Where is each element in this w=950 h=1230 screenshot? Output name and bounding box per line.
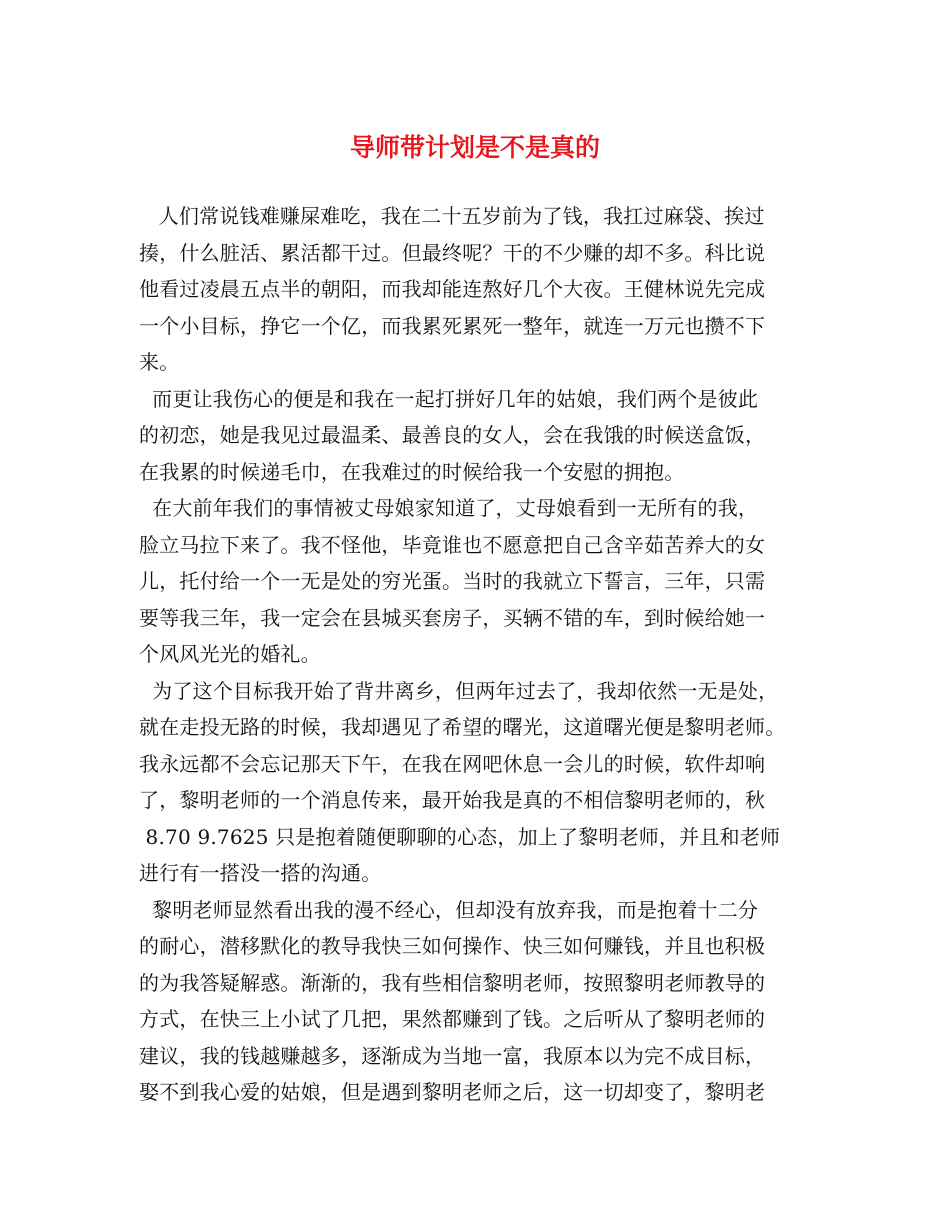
document-title: 导师带计划是不是真的 [349, 133, 600, 162]
body-text-line: 了，黎明老师的一个消息传来，最开始我是真的不相信黎明老师的，秋 [139, 788, 766, 812]
body-text-line: 他看过凌晨五点半的朝阳，而我却能连熬好几个大夜。王健林说先完成 [139, 277, 766, 301]
body-text-line: 为了这个目标我开始了背井离乡，但两年过去了，我却依然一无是处， [139, 678, 779, 703]
body-text-line: 进行有一搭没一搭的沟通。 [139, 861, 382, 885]
body-text-line: 娶不到我心爱的姑娘，但是遇到黎明老师之后，这一切却变了，黎明老 [139, 1080, 766, 1104]
body-text-line: 在我累的时候递毛巾，在我难过的时候给我一个安慰的拥抱。 [139, 459, 685, 484]
body-text-line: 就在走投无路的时候，我却遇见了希望的曙光，这道曙光便是黎明老师。 [139, 715, 786, 739]
body-text-line: 揍，什么脏活、累活都干过。但最终呢？干的不少赚的却不多。科比说 [139, 240, 766, 265]
body-text-line: 的为我答疑解惑。渐渐的，我有些相信黎明老师，按照黎明老师教导的 [139, 970, 766, 995]
body-text-line: 要等我三年，我一定会在县城买套房子，买辆不错的车，到时候给她一 [139, 605, 766, 630]
body-text-line: 个风风光光的婚礼。 [139, 642, 321, 666]
document-body [139, 198, 829, 1111]
body-text-line: 8.70 9.7625 只是抱着随便聊聊的心态，加上了黎明老师，并且和老师 [139, 824, 781, 849]
body-text-line: 我永远都不会忘记那天下午，在我在网吧休息一会儿的时候，软件却响 [139, 751, 766, 776]
body-text-line: 脸立马拉下来了。我不怪他，毕竟谁也不愿意把自己含辛茹苦养大的女 [139, 532, 766, 557]
body-text-line: 而更让我伤心的便是和我在一起打拼好几年的姑娘，我们两个是彼此 [139, 386, 759, 411]
body-text-line: 人们常说钱难赚屎难吃，我在二十五岁前为了钱，我扛过麻袋、挨过 [139, 204, 765, 228]
body-text-line: 建议，我的钱越赚越多，逐渐成为当地一富，我原本以为完不成目标， [139, 1043, 766, 1068]
body-text-line: 一个小目标，挣它一个亿，而我累死累死一整年，就连一万元也攒不下 [139, 313, 766, 338]
body-text-line: 儿，托付给一个一无是处的穷光蛋。当时的我就立下誓言，三年，只需 [139, 569, 766, 593]
body-text-line: 的耐心，潜移默化的教导我快三如何操作、快三如何赚钱，并且也积极 [139, 934, 766, 958]
body-text-line: 方式，在快三上小试了几把，果然都赚到了钱。之后听从了黎明老师的 [139, 1007, 766, 1031]
body-text-line: 的初恋，她是我见过最温柔、最善良的女人，会在我饿的时候送盒饭， [139, 423, 766, 447]
body-text-line: 来。 [139, 350, 180, 374]
body-text-line: 黎明老师显然看出我的漫不经心，但却没有放弃我，而是抱着十二分 [139, 897, 759, 922]
body-text-line: 在大前年我们的事情被丈母娘家知道了，丈母娘看到一无所有的我， [139, 496, 759, 520]
